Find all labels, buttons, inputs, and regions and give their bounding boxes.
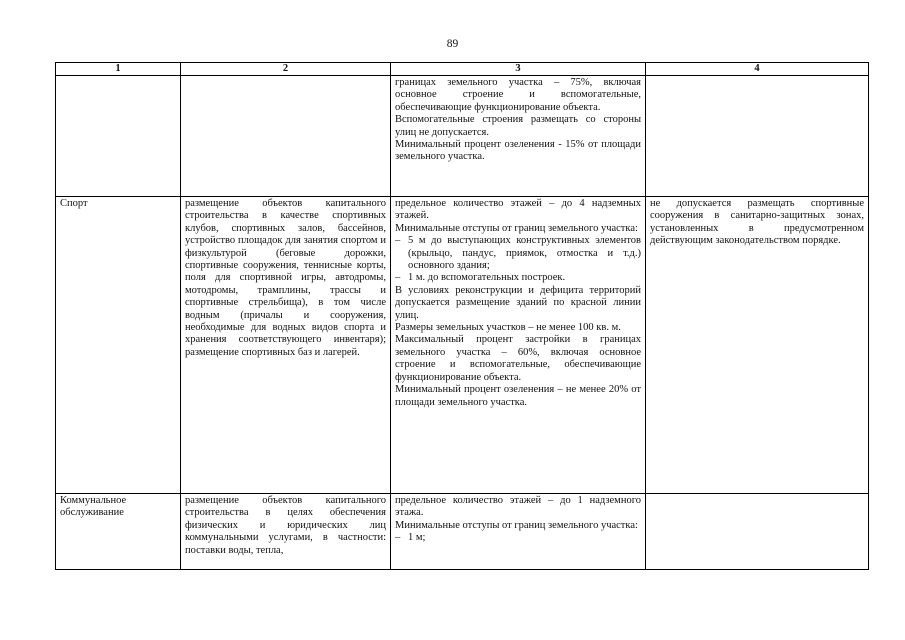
column-header: 3 — [391, 63, 646, 76]
table-cell — [181, 76, 391, 197]
permitted-use-cell: размещение объектов капитального строительства в целях обеспечения физических и юридических лиц коммунальными услугами, в частности: поставки воды, тепла, — [181, 494, 391, 570]
cell-paragraph: Вспомогательные строения размещать со стороны улиц не допускается. — [395, 114, 641, 138]
parameters-cell — [391, 197, 646, 494]
zoning-regulations-table — [55, 62, 869, 570]
cell-paragraph: В условиях реконструкции и дефицита территорий допускается размещение зданий по красной линии улиц. — [395, 284, 641, 321]
zone-name-cell: Спорт — [56, 197, 181, 494]
cell-paragraph: Минимальные отступы от границ земельного участка: — [395, 519, 638, 531]
dash-list-item: – 5 м до выступающих конструктивных элементов (крыльцо, пандус, приямок, отмостка и т.д.) основного здания; — [395, 235, 641, 272]
zone-name-cell: Коммунальное обслуживание — [56, 494, 181, 570]
table-row — [56, 76, 869, 197]
cell-paragraph: границах земельного участка – 75%, включая основное строение и вспомогательные, обеспечивающие функционирование объекта. — [395, 77, 641, 113]
cell-paragraph: предельное количество этажей – до 4 надземных этажей. — [395, 198, 641, 222]
column-header: 1 — [56, 63, 181, 76]
restrictions-cell: не допускается размещать спортивные сооружения в санитарно-защитных зонах, установленных в предусмотренном действующим законодательством порядке. — [646, 197, 869, 494]
table-cell — [646, 76, 869, 197]
parameters-cell — [391, 494, 646, 570]
dash-list-item: – 1 м; — [395, 532, 641, 544]
table-header-row — [56, 63, 869, 76]
cell-paragraph: Размеры земельных участков – не менее 100 кв. м. — [395, 322, 621, 334]
column-header: 2 — [181, 63, 391, 76]
table-cell — [391, 76, 646, 197]
permitted-use-cell: размещение объектов капитального строительства в качестве спортивных клубов, спортивных залов, бассейнов, устройство площадок для занятия спортом и физкультурой (беговые дорожки, спортивные сооружения, теннисные корты, поля для спортивной игры, автодромы, мотодромы, трамплины, трассы и спортивные стрельбища), в том числе водным (причалы и сооружения, необходимые для водных видов спорта и хранения соответствующего инвентаря); размещение спортивных баз и лагерей. — [181, 197, 391, 494]
cell-paragraph: предельное количество этажей – до 1 надземного этажа. — [395, 495, 641, 519]
cell-paragraph: Минимальный процент озеленения - 15% от площади земельного участка. — [395, 139, 641, 163]
restrictions-cell — [646, 494, 869, 570]
table-row — [56, 494, 869, 570]
table-cell — [56, 76, 181, 197]
cell-paragraph: Минимальные отступы от границ земельного участка: — [395, 222, 638, 234]
dash-list-item: – 1 м. до вспомогательных построек. — [395, 272, 641, 284]
table-row — [56, 197, 869, 494]
column-header: 4 — [646, 63, 869, 76]
cell-paragraph: Максимальный процент застройки в границах земельного участка – 60%, включая основное строение и вспомогательные, обеспечивающие функционирование объекта. — [395, 334, 641, 383]
cell-paragraph: Минимальный процент озеленения – не менее 20% от площади земельного участка. — [395, 384, 641, 408]
page-number: 89 — [446, 38, 459, 50]
